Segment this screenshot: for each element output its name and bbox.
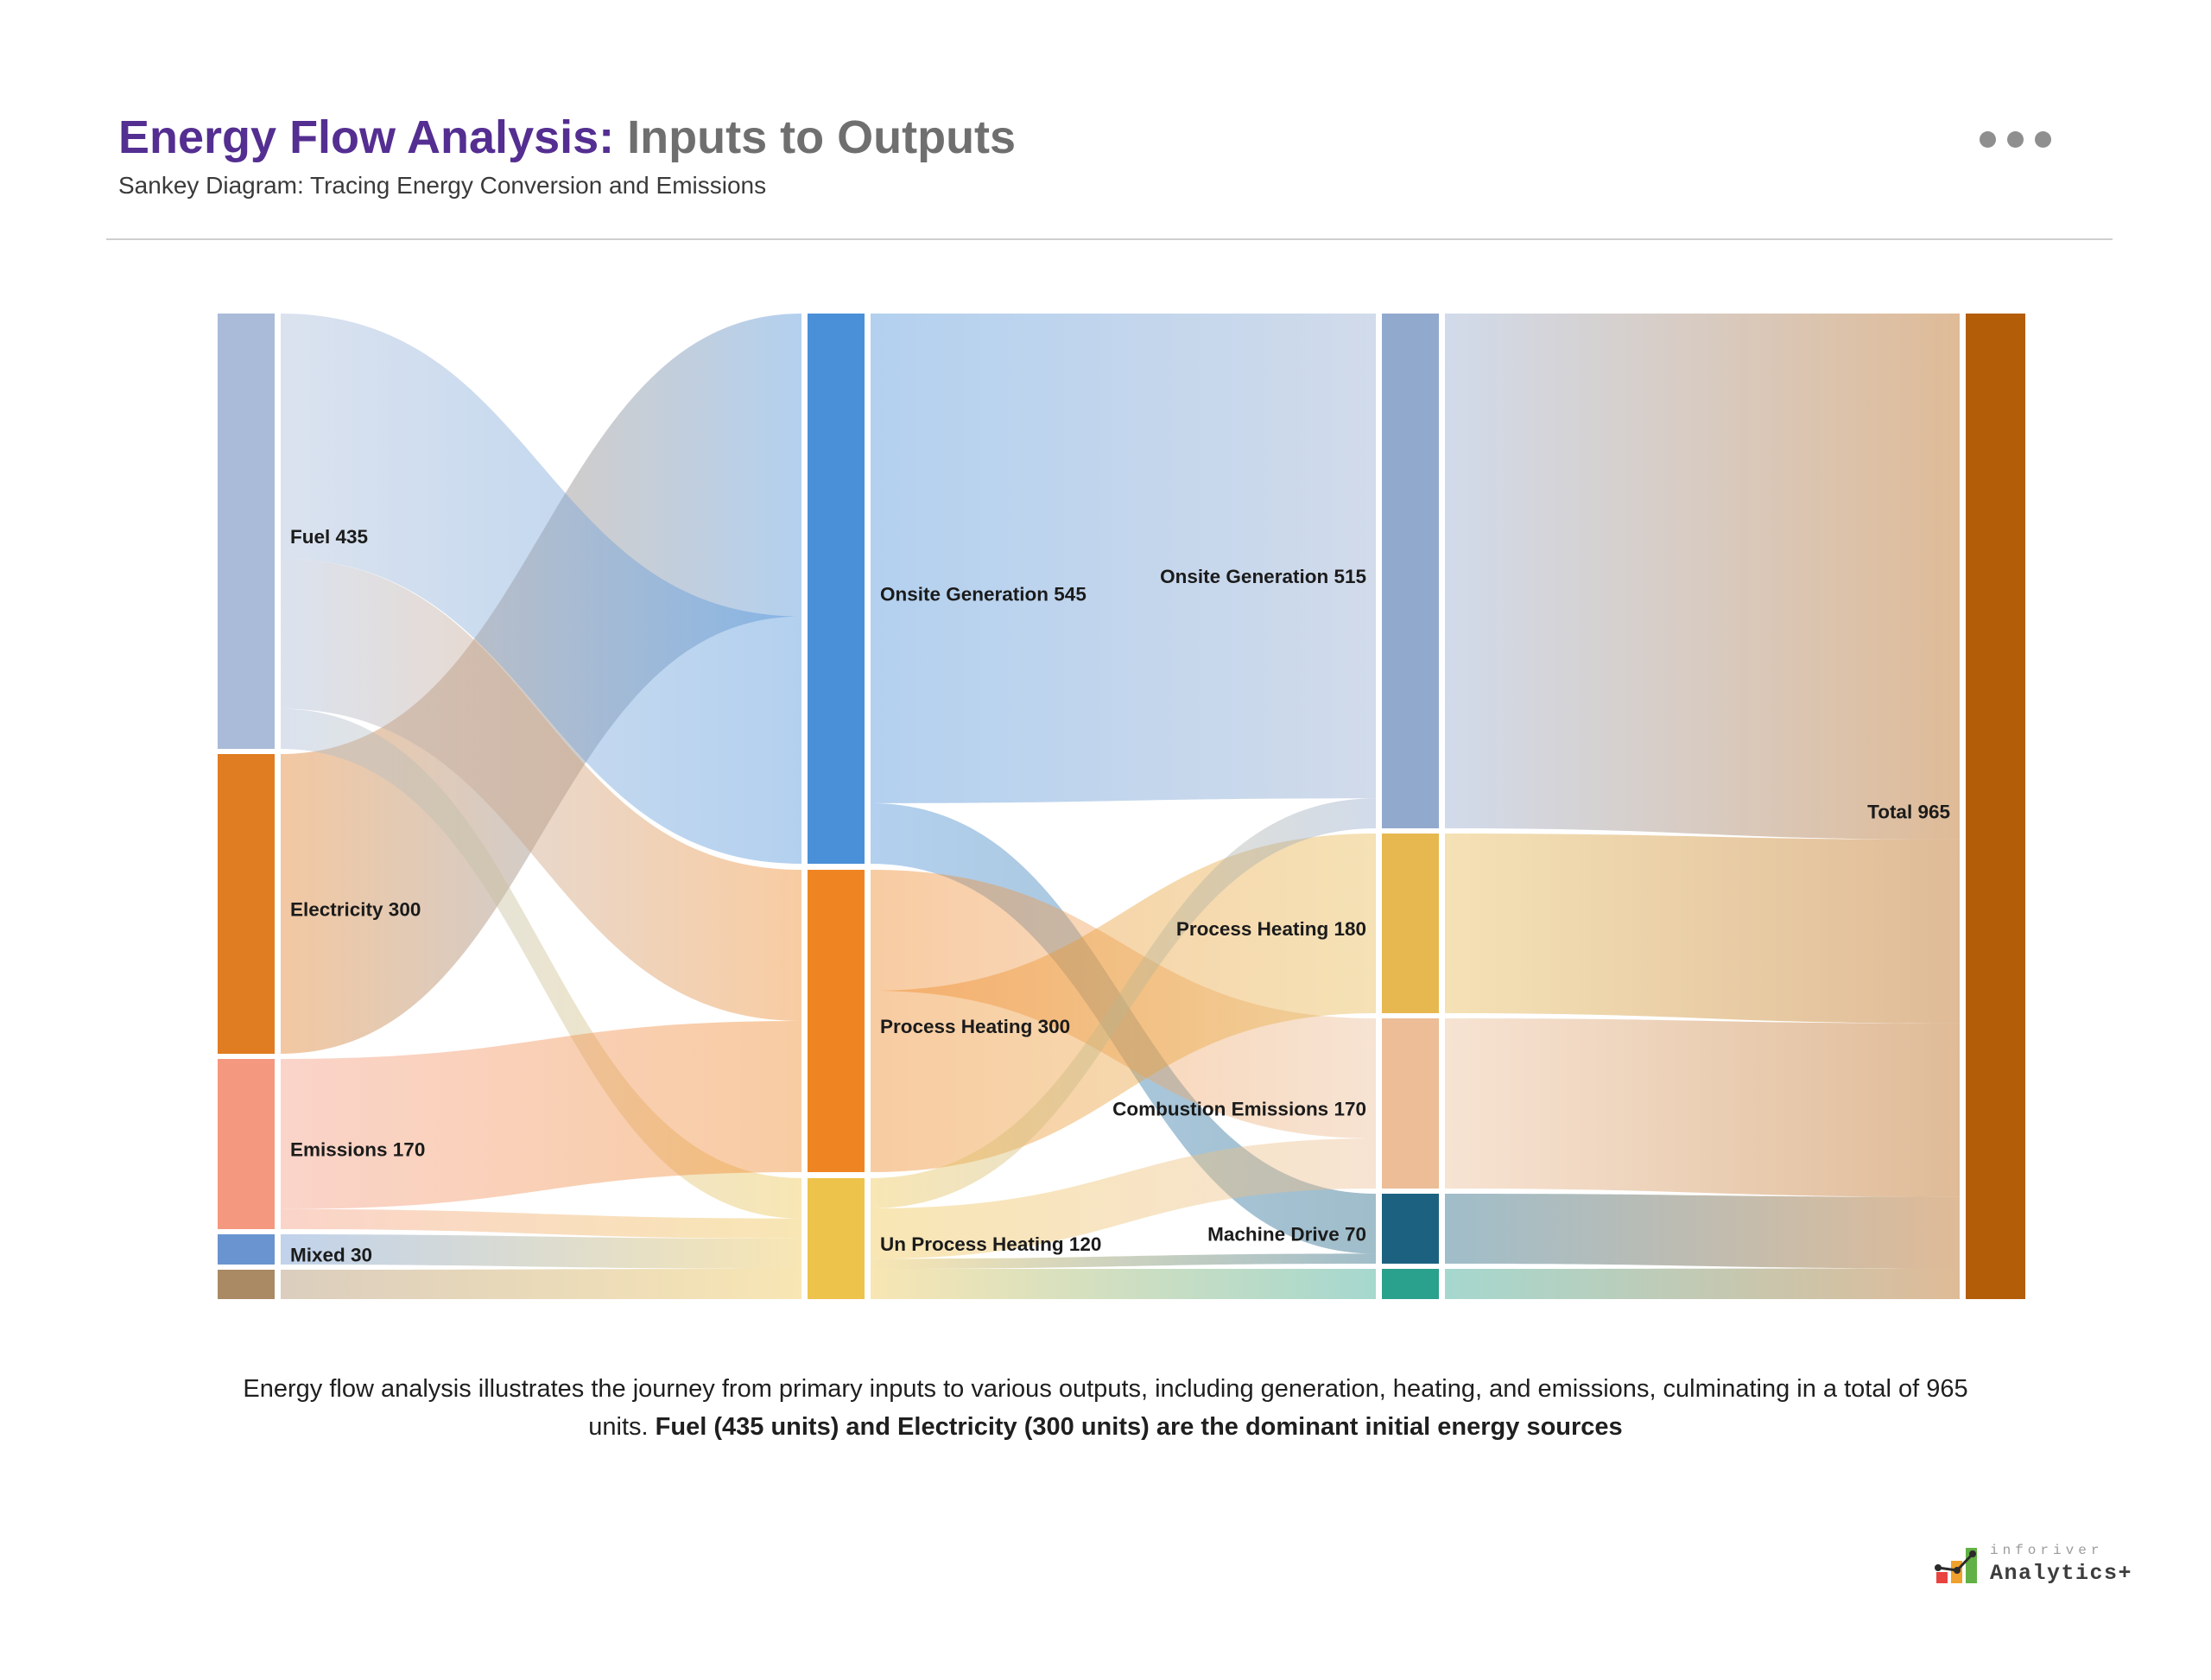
caption-line1: Energy flow analysis illustrates the journey from primary inputs to various outputs, including generation, heating, and emissions, culminating in a total of 965 [243, 1375, 1968, 1403]
node-label-ce3: Combustion Emissions 170 [1112, 1098, 1366, 1120]
sankey-link-ce3-total[interactable] [1445, 1018, 1960, 1197]
node-label-up2: Un Process Heating 120 [880, 1233, 1102, 1255]
logo-dot [1954, 1567, 1961, 1574]
sankey-link-ph3-total[interactable] [1445, 834, 1960, 1024]
logo-product: Analytics+ [1990, 1561, 2133, 1586]
sankey-node-ph2[interactable] [808, 870, 865, 1172]
sankey-node-mixed[interactable] [218, 1234, 275, 1265]
node-label-ph2: Process Heating 300 [880, 1016, 1071, 1037]
sankey-node-input2[interactable] [218, 1270, 275, 1299]
node-label-ph3: Process Heating 180 [1175, 918, 1366, 940]
sankey-node-ph3[interactable] [1382, 834, 1439, 1013]
sankey-node-electricity[interactable] [218, 754, 275, 1054]
logo-bar-red [1936, 1572, 1948, 1583]
sankey-link-up2-unl3[interactable] [871, 1269, 1376, 1299]
sankey-node-md3[interactable] [1382, 1194, 1439, 1264]
logo-chart-icon [1935, 1543, 1980, 1586]
node-label-total: Total 965 [1867, 801, 1950, 823]
sankey-node-up2[interactable] [808, 1178, 865, 1299]
sankey-link-og3-total[interactable] [1445, 314, 1960, 840]
sankey-node-og3[interactable] [1382, 314, 1439, 828]
sankey-node-og2[interactable] [808, 314, 865, 864]
logo-dot [1935, 1564, 1942, 1571]
node-label-md3: Machine Drive 70 [1207, 1223, 1366, 1246]
logo-text [1990, 1543, 2132, 1586]
node-label-electricity: Electricity 300 [290, 898, 421, 921]
title-secondary: Inputs to Outputs [614, 111, 1017, 163]
node-label-emissions: Emissions 170 [290, 1138, 426, 1161]
caption-line2 [0, 1408, 2211, 1446]
vendor-logo [1935, 1543, 2132, 1586]
caption-line2-normal: units. [588, 1413, 656, 1441]
sankey-node-ce3[interactable] [1382, 1018, 1439, 1189]
sankey-node-unl3[interactable] [1382, 1269, 1439, 1299]
caption-line2-bold: Fuel (435 units) and Electricity (300 units) are the dominant initial energy sources [655, 1413, 1623, 1441]
node-label-fuel: Fuel 435 [290, 526, 369, 548]
node-label-og3: Onsite Generation 515 [1160, 566, 1366, 587]
logo-brand: inforiver [1990, 1543, 2104, 1558]
sankey-link-emissions-up2[interactable] [281, 1209, 801, 1239]
title-primary: Energy Flow Analysis: [118, 111, 615, 163]
sankey-link-og2-og3[interactable] [871, 314, 1376, 803]
node-label-mixed: Mixed 30 [290, 1244, 373, 1266]
sankey-link-md3-total[interactable] [1445, 1194, 1960, 1269]
sankey-link-input2-up2[interactable] [281, 1269, 801, 1299]
sankey-node-total[interactable] [1966, 314, 2025, 1299]
logo-dot [1969, 1550, 1976, 1557]
chart-caption [0, 1370, 2211, 1446]
sankey-node-fuel[interactable] [218, 314, 275, 749]
node-label-og2: Onsite Generation 545 [880, 583, 1086, 605]
sankey-node-emissions[interactable] [218, 1059, 275, 1229]
page-subtitle: Sankey Diagram: Tracing Energy Conversion and Emissions [118, 172, 767, 200]
sankey-link-unl3-total[interactable] [1445, 1269, 1960, 1299]
